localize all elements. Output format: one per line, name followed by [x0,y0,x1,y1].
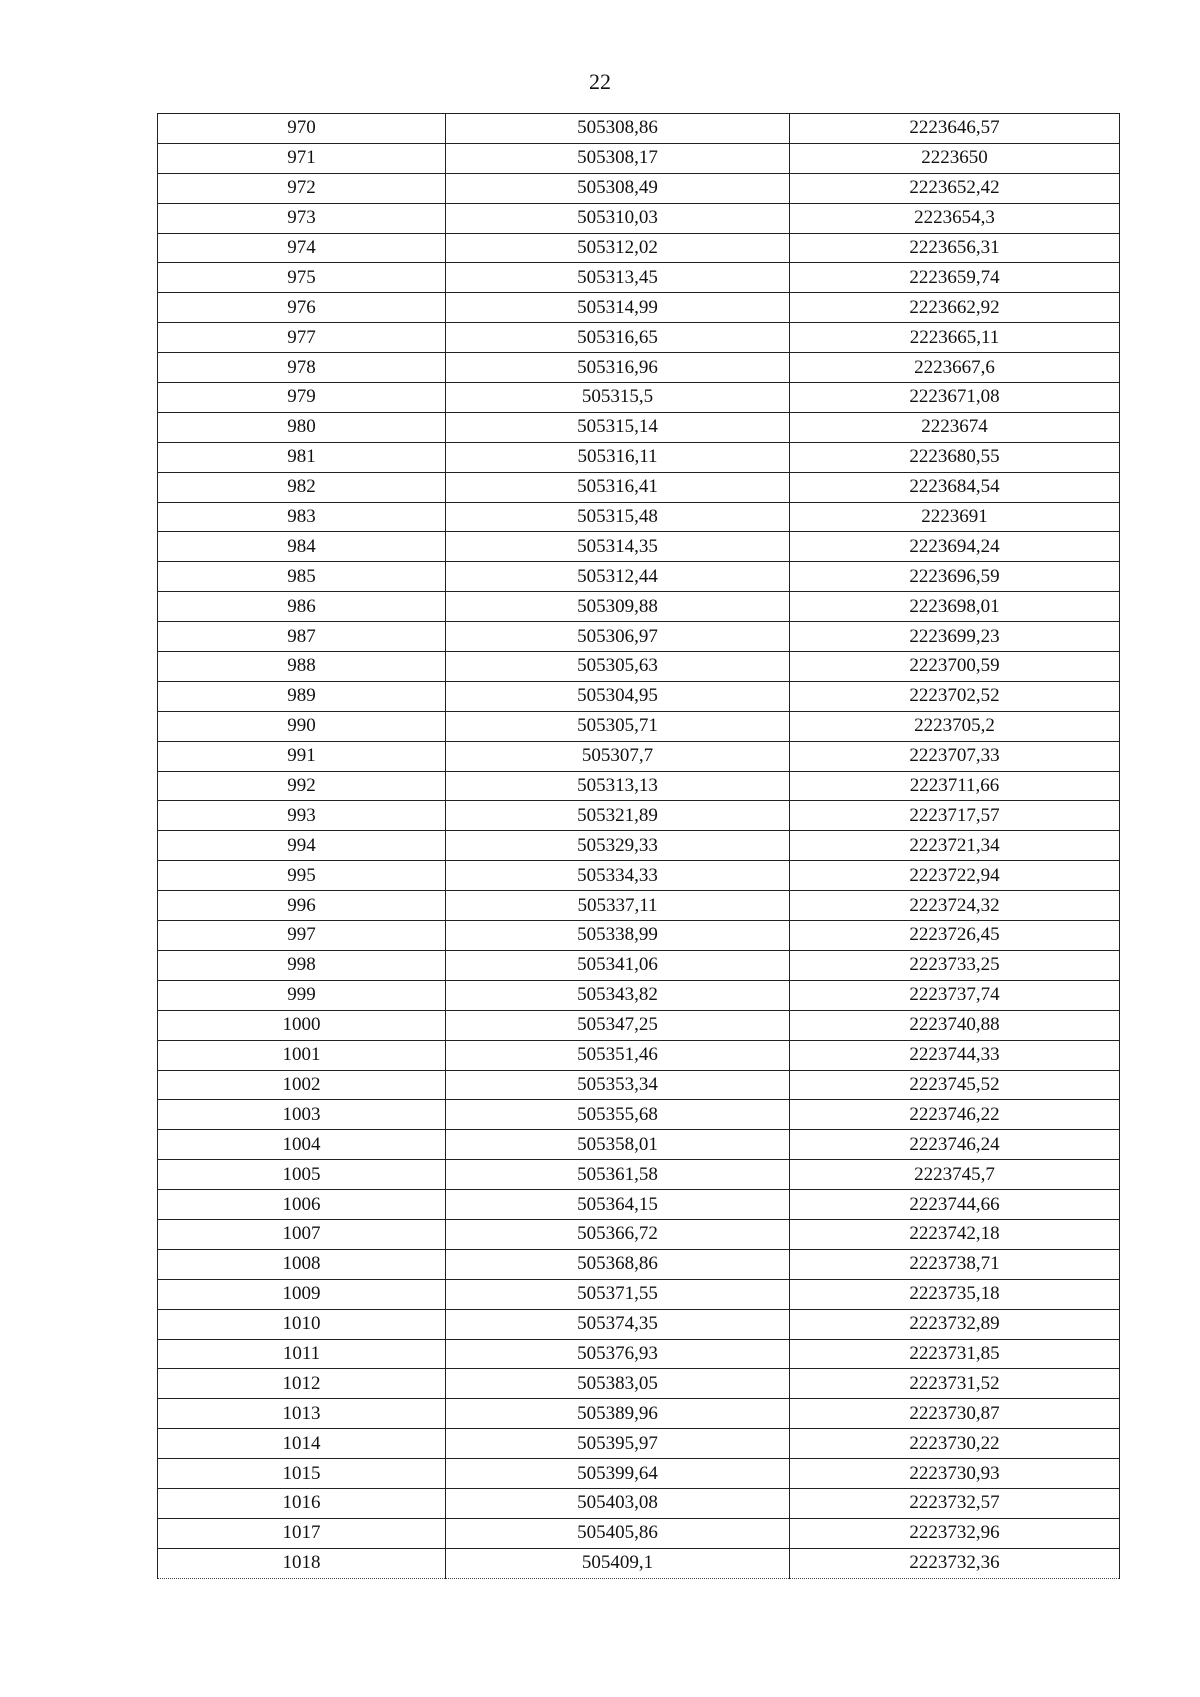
table-row [158,1190,1120,1220]
point-number-cell: 1005 [158,1160,446,1190]
x-coordinate-cell: 505305,71 [446,711,790,741]
x-coordinate-cell: 505383,05 [446,1369,790,1399]
table-row [158,353,1120,383]
point-number-cell: 972 [158,173,446,203]
point-number-cell: 981 [158,442,446,472]
y-coordinate-cell: 2223731,85 [790,1339,1120,1369]
point-number-cell: 991 [158,741,446,771]
x-coordinate-cell: 505347,25 [446,1010,790,1040]
table-row [158,472,1120,502]
point-number-cell: 1016 [158,1488,446,1518]
y-coordinate-cell: 2223726,45 [790,921,1120,951]
x-coordinate-cell: 505355,68 [446,1100,790,1130]
x-coordinate-cell: 505353,34 [446,1070,790,1100]
x-coordinate-cell: 505313,13 [446,771,790,801]
point-number-cell: 1006 [158,1190,446,1220]
x-coordinate-cell: 505308,17 [446,143,790,173]
point-number-cell: 971 [158,143,446,173]
x-coordinate-cell: 505409,1 [446,1548,790,1578]
y-coordinate-cell: 2223662,92 [790,293,1120,323]
x-coordinate-cell: 505315,14 [446,412,790,442]
table-row [158,950,1120,980]
x-coordinate-cell: 505364,15 [446,1190,790,1220]
y-coordinate-cell: 2223746,24 [790,1130,1120,1160]
x-coordinate-cell: 505405,86 [446,1518,790,1548]
y-coordinate-cell: 2223696,59 [790,562,1120,592]
point-number-cell: 970 [158,114,446,144]
point-number-cell: 1009 [158,1279,446,1309]
table-row [158,562,1120,592]
point-number-cell: 1003 [158,1100,446,1130]
table-row [158,1100,1120,1130]
y-coordinate-cell: 2223665,11 [790,323,1120,353]
y-coordinate-cell: 2223745,7 [790,1160,1120,1190]
x-coordinate-cell: 505316,41 [446,472,790,502]
point-number-cell: 978 [158,353,446,383]
y-coordinate-cell: 2223684,54 [790,472,1120,502]
y-coordinate-cell: 2223730,87 [790,1399,1120,1429]
point-number-cell: 999 [158,980,446,1010]
x-coordinate-cell: 505307,7 [446,741,790,771]
y-coordinate-cell: 2223744,66 [790,1190,1120,1220]
point-number-cell: 975 [158,263,446,293]
x-coordinate-cell: 505343,82 [446,980,790,1010]
table-row [158,1399,1120,1429]
table-row [158,592,1120,622]
table-row [158,233,1120,263]
point-number-cell: 973 [158,203,446,233]
x-coordinate-cell: 505316,65 [446,323,790,353]
y-coordinate-cell: 2223733,25 [790,950,1120,980]
y-coordinate-cell: 2223738,71 [790,1249,1120,1279]
y-coordinate-cell: 2223732,36 [790,1548,1120,1578]
x-coordinate-cell: 505374,35 [446,1309,790,1339]
point-number-cell: 1000 [158,1010,446,1040]
table-row [158,801,1120,831]
y-coordinate-cell: 2223702,52 [790,681,1120,711]
coordinates-table-body [158,114,1120,1579]
table-row [158,143,1120,173]
y-coordinate-cell: 2223650 [790,143,1120,173]
point-number-cell: 993 [158,801,446,831]
point-number-cell: 995 [158,861,446,891]
point-number-cell: 986 [158,592,446,622]
point-number-cell: 1007 [158,1219,446,1249]
y-coordinate-cell: 2223737,74 [790,980,1120,1010]
y-coordinate-cell: 2223735,18 [790,1279,1120,1309]
table-row [158,681,1120,711]
point-number-cell: 984 [158,532,446,562]
x-coordinate-cell: 505395,97 [446,1429,790,1459]
point-number-cell: 976 [158,293,446,323]
y-coordinate-cell: 2223707,33 [790,741,1120,771]
table-row [158,323,1120,353]
point-number-cell: 983 [158,502,446,532]
x-coordinate-cell: 505329,33 [446,831,790,861]
x-coordinate-cell: 505308,86 [446,114,790,144]
x-coordinate-cell: 505366,72 [446,1219,790,1249]
y-coordinate-cell: 2223674 [790,412,1120,442]
point-number-cell: 1015 [158,1459,446,1489]
table-row [158,1070,1120,1100]
x-coordinate-cell: 505312,44 [446,562,790,592]
x-coordinate-cell: 505361,58 [446,1160,790,1190]
table-row [158,1369,1120,1399]
point-number-cell: 1010 [158,1309,446,1339]
table-row [158,502,1120,532]
x-coordinate-cell: 505306,97 [446,622,790,652]
table-row [158,1459,1120,1489]
table-row [158,711,1120,741]
point-number-cell: 996 [158,891,446,921]
point-number-cell: 980 [158,412,446,442]
table-row [158,861,1120,891]
y-coordinate-cell: 2223746,22 [790,1100,1120,1130]
table-row [158,114,1120,144]
point-number-cell: 979 [158,383,446,413]
point-number-cell: 1018 [158,1548,446,1578]
x-coordinate-cell: 505310,03 [446,203,790,233]
table-row [158,1309,1120,1339]
point-number-cell: 977 [158,323,446,353]
point-number-cell: 1012 [158,1369,446,1399]
y-coordinate-cell: 2223732,89 [790,1309,1120,1339]
point-number-cell: 1001 [158,1040,446,1070]
y-coordinate-cell: 2223745,52 [790,1070,1120,1100]
y-coordinate-cell: 2223744,33 [790,1040,1120,1070]
y-coordinate-cell: 2223698,01 [790,592,1120,622]
y-coordinate-cell: 2223646,57 [790,114,1120,144]
point-number-cell: 982 [158,472,446,502]
y-coordinate-cell: 2223722,94 [790,861,1120,891]
x-coordinate-cell: 505308,49 [446,173,790,203]
table-row [158,1429,1120,1459]
y-coordinate-cell: 2223694,24 [790,532,1120,562]
x-coordinate-cell: 505358,01 [446,1130,790,1160]
table-row [158,980,1120,1010]
y-coordinate-cell: 2223742,18 [790,1219,1120,1249]
table-row [158,1130,1120,1160]
table-row [158,921,1120,951]
table-row [158,173,1120,203]
point-number-cell: 1013 [158,1399,446,1429]
x-coordinate-cell: 505315,5 [446,383,790,413]
x-coordinate-cell: 505313,45 [446,263,790,293]
point-number-cell: 1011 [158,1339,446,1369]
x-coordinate-cell: 505304,95 [446,681,790,711]
y-coordinate-cell: 2223730,93 [790,1459,1120,1489]
y-coordinate-cell: 2223730,22 [790,1429,1120,1459]
point-number-cell: 1004 [158,1130,446,1160]
y-coordinate-cell: 2223732,57 [790,1488,1120,1518]
point-number-cell: 1017 [158,1518,446,1548]
y-coordinate-cell: 2223680,55 [790,442,1120,472]
y-coordinate-cell: 2223740,88 [790,1010,1120,1040]
x-coordinate-cell: 505315,48 [446,502,790,532]
y-coordinate-cell: 2223717,57 [790,801,1120,831]
x-coordinate-cell: 505371,55 [446,1279,790,1309]
point-number-cell: 990 [158,711,446,741]
y-coordinate-cell: 2223711,66 [790,771,1120,801]
table-row [158,1040,1120,1070]
y-coordinate-cell: 2223724,32 [790,891,1120,921]
coordinates-table [157,113,1120,1579]
point-number-cell: 1002 [158,1070,446,1100]
y-coordinate-cell: 2223732,96 [790,1518,1120,1548]
y-coordinate-cell: 2223656,31 [790,233,1120,263]
y-coordinate-cell: 2223654,3 [790,203,1120,233]
point-number-cell: 1008 [158,1249,446,1279]
point-number-cell: 989 [158,681,446,711]
table-row [158,442,1120,472]
table-row [158,1518,1120,1548]
x-coordinate-cell: 505316,11 [446,442,790,472]
x-coordinate-cell: 505314,99 [446,293,790,323]
table-row [158,891,1120,921]
x-coordinate-cell: 505337,11 [446,891,790,921]
table-row [158,741,1120,771]
y-coordinate-cell: 2223731,52 [790,1369,1120,1399]
table-row [158,652,1120,682]
table-row [158,532,1120,562]
x-coordinate-cell: 505368,86 [446,1249,790,1279]
point-number-cell: 987 [158,622,446,652]
y-coordinate-cell: 2223667,6 [790,353,1120,383]
table-row [158,1339,1120,1369]
y-coordinate-cell: 2223700,59 [790,652,1120,682]
table-row [158,1279,1120,1309]
x-coordinate-cell: 505316,96 [446,353,790,383]
table-row [158,1219,1120,1249]
table-row [158,1249,1120,1279]
point-number-cell: 974 [158,233,446,263]
x-coordinate-cell: 505389,96 [446,1399,790,1429]
y-coordinate-cell: 2223721,34 [790,831,1120,861]
x-coordinate-cell: 505376,93 [446,1339,790,1369]
x-coordinate-cell: 505305,63 [446,652,790,682]
point-number-cell: 985 [158,562,446,592]
x-coordinate-cell: 505334,33 [446,861,790,891]
y-coordinate-cell: 2223691 [790,502,1120,532]
table-row [158,622,1120,652]
x-coordinate-cell: 505399,64 [446,1459,790,1489]
point-number-cell: 988 [158,652,446,682]
y-coordinate-cell: 2223659,74 [790,263,1120,293]
y-coordinate-cell: 2223671,08 [790,383,1120,413]
x-coordinate-cell: 505312,02 [446,233,790,263]
x-coordinate-cell: 505351,46 [446,1040,790,1070]
table-row [158,1160,1120,1190]
x-coordinate-cell: 505341,06 [446,950,790,980]
table-row [158,1488,1120,1518]
table-row [158,831,1120,861]
table-row [158,412,1120,442]
point-number-cell: 997 [158,921,446,951]
y-coordinate-cell: 2223652,42 [790,173,1120,203]
table-row [158,293,1120,323]
point-number-cell: 994 [158,831,446,861]
point-number-cell: 998 [158,950,446,980]
x-coordinate-cell: 505321,89 [446,801,790,831]
table-row [158,263,1120,293]
x-coordinate-cell: 505338,99 [446,921,790,951]
table-row [158,771,1120,801]
point-number-cell: 992 [158,771,446,801]
page-number: 22 [589,69,611,94]
point-number-cell: 1014 [158,1429,446,1459]
table-row [158,1548,1120,1578]
table-row [158,383,1120,413]
y-coordinate-cell: 2223705,2 [790,711,1120,741]
table-row [158,1010,1120,1040]
x-coordinate-cell: 505403,08 [446,1488,790,1518]
x-coordinate-cell: 505309,88 [446,592,790,622]
table-row [158,203,1120,233]
x-coordinate-cell: 505314,35 [446,532,790,562]
y-coordinate-cell: 2223699,23 [790,622,1120,652]
